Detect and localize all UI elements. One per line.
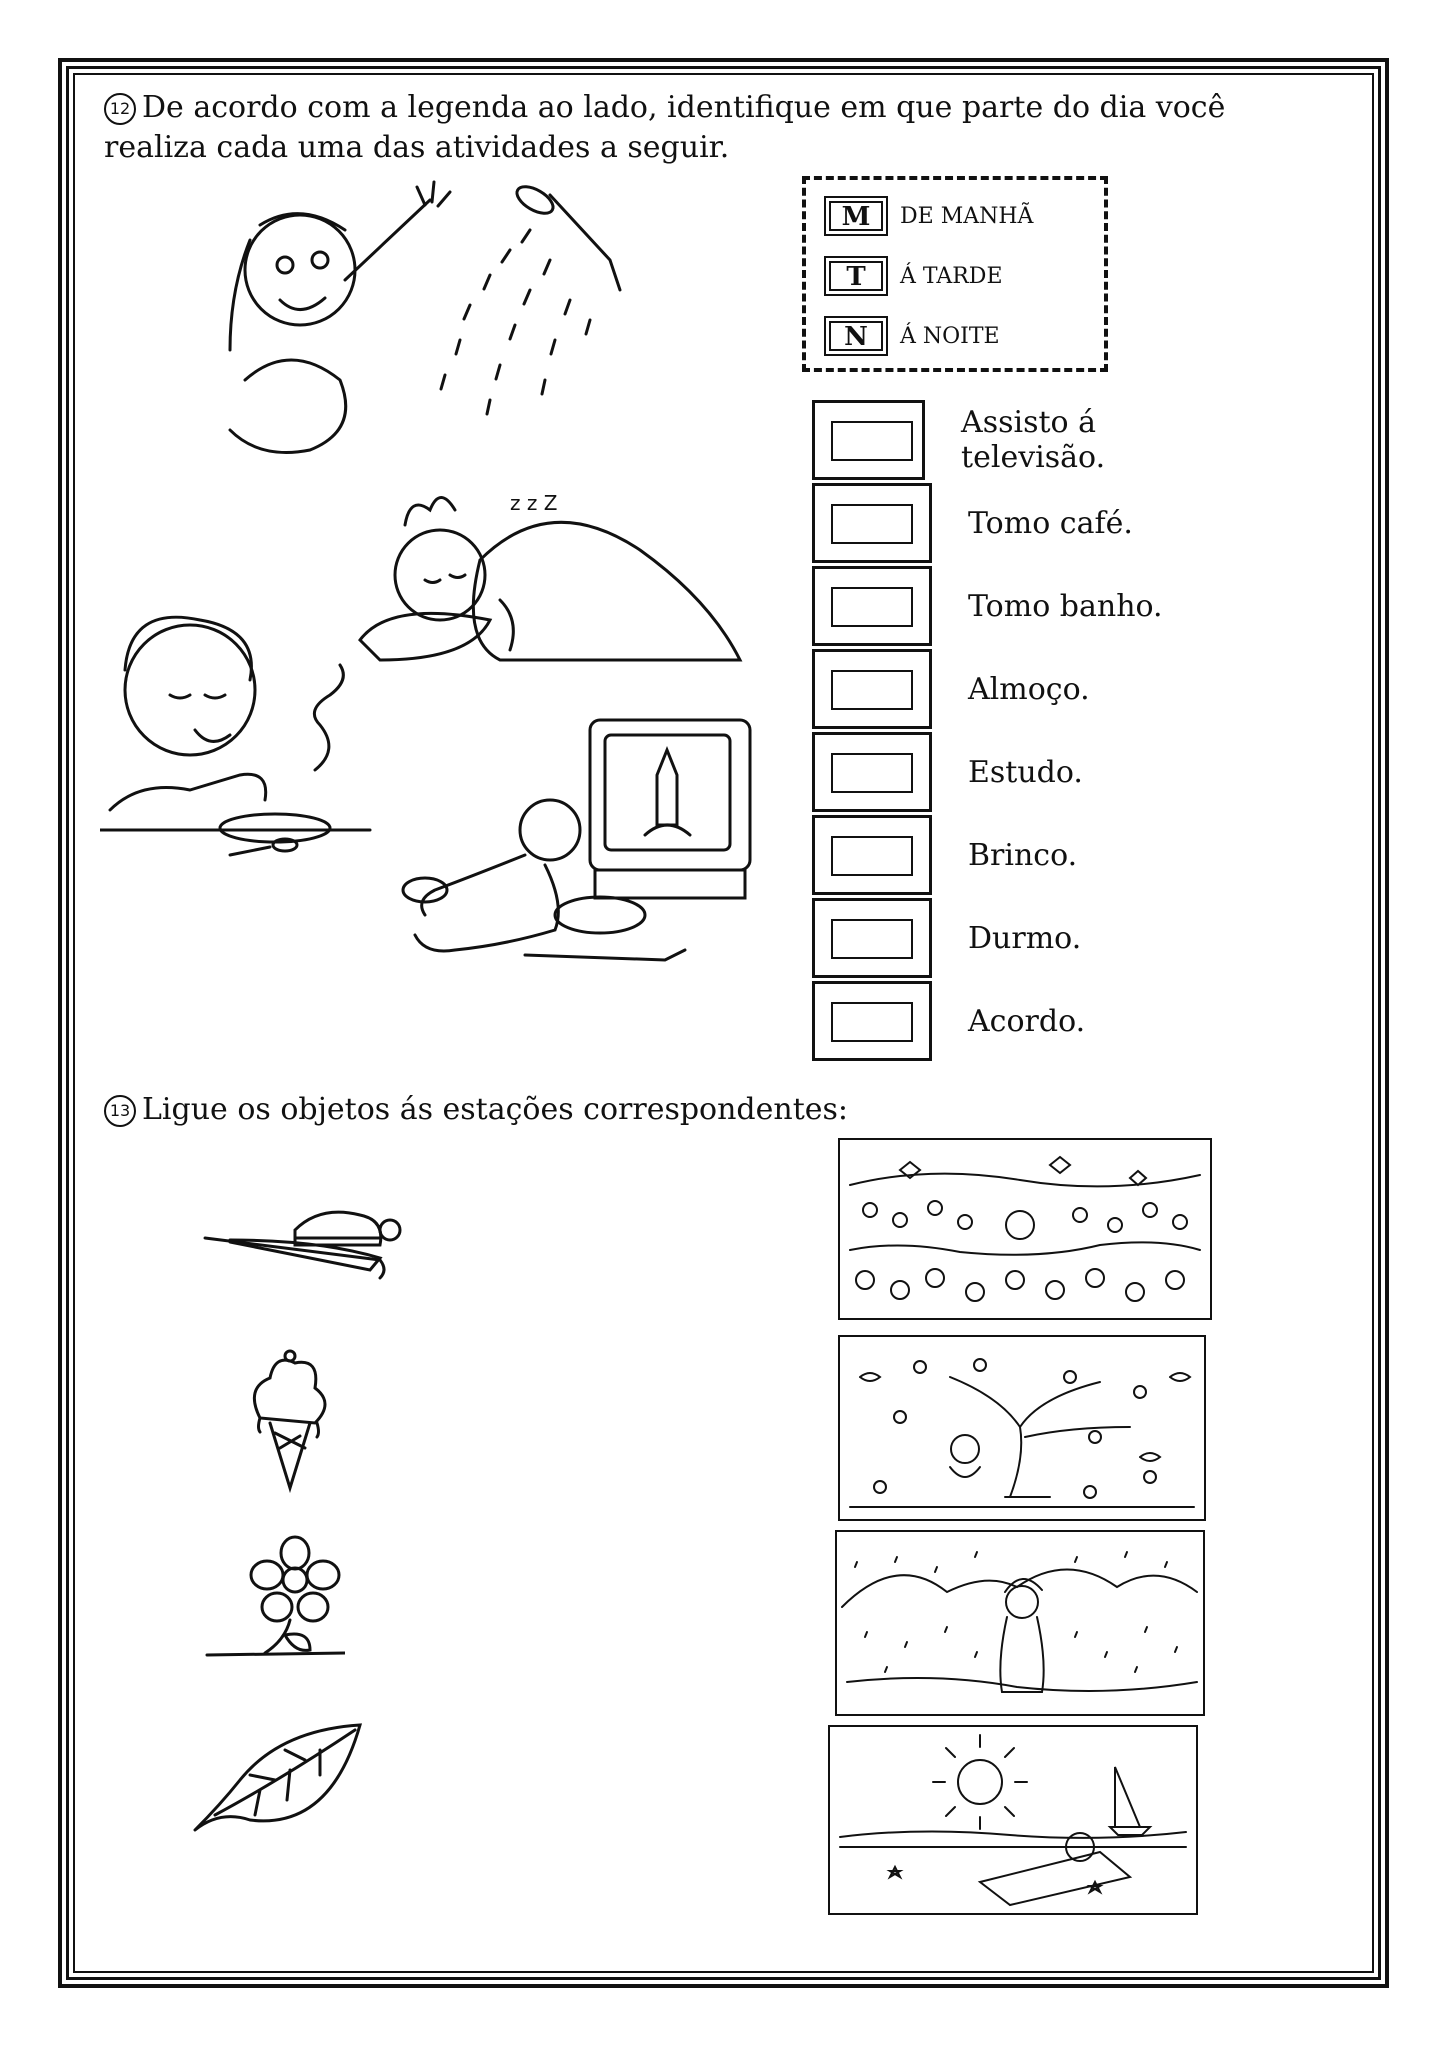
legend-code: T xyxy=(829,261,883,291)
legend-code: M xyxy=(829,201,883,231)
question-13 xyxy=(104,1090,904,1130)
legend-code-box xyxy=(824,196,888,236)
winter-scene-illustration xyxy=(837,1532,1203,1714)
answer-box[interactable] xyxy=(812,649,932,729)
question-13-text: Ligue os objetos ás estações correspondentes: xyxy=(142,1092,849,1127)
umbrella-hat-icon[interactable] xyxy=(200,1200,410,1280)
answer-box[interactable] xyxy=(812,732,932,812)
activity-label: Brinco. xyxy=(968,837,1078,873)
question-12 xyxy=(104,88,1334,168)
girl-sleeping-illustration xyxy=(350,470,750,680)
activity-row xyxy=(812,649,1232,729)
ice-cream-icon[interactable] xyxy=(245,1348,335,1498)
summer-scene-illustration xyxy=(830,1727,1196,1913)
activity-row xyxy=(812,981,1232,1061)
activity-row xyxy=(812,483,1232,563)
spring-scene-illustration xyxy=(840,1140,1210,1318)
activity-row xyxy=(812,566,1232,646)
answer-box[interactable] xyxy=(812,400,925,480)
season-summer-picture[interactable] xyxy=(828,1725,1198,1915)
legend-item-night xyxy=(824,314,1000,358)
answer-box-inner[interactable] xyxy=(831,836,913,876)
season-winter-picture[interactable] xyxy=(835,1530,1205,1716)
answer-box-inner[interactable] xyxy=(831,1002,913,1042)
question-12-number: 12 xyxy=(104,93,136,125)
legend-label: DE MANHÃ xyxy=(900,203,1034,229)
answer-box-inner[interactable] xyxy=(831,421,913,461)
activity-label: Durmo. xyxy=(968,920,1082,956)
activity-label: Tomo café. xyxy=(968,505,1133,541)
answer-box-inner[interactable] xyxy=(831,753,913,793)
boy-watching-tv-illustration xyxy=(395,715,765,985)
legend-code: N xyxy=(829,321,883,351)
leaf-icon[interactable] xyxy=(190,1720,370,1840)
answer-box[interactable] xyxy=(812,483,932,563)
answer-box-inner[interactable] xyxy=(831,504,913,544)
legend-code-box xyxy=(824,316,888,356)
season-autumn-picture[interactable] xyxy=(838,1335,1206,1521)
legend-box xyxy=(802,176,1108,372)
answer-box[interactable] xyxy=(812,815,932,895)
activity-row xyxy=(812,898,1232,978)
question-13-number: 13 xyxy=(104,1095,136,1127)
legend-label: Á TARDE xyxy=(900,263,1003,289)
boy-eating-illustration xyxy=(100,600,380,870)
activity-label: Estudo. xyxy=(968,754,1083,790)
flower-icon[interactable] xyxy=(205,1535,345,1665)
girl-shower-illustration xyxy=(170,180,640,470)
legend-item-morning xyxy=(824,194,1033,238)
activity-label: Acordo. xyxy=(968,1003,1086,1039)
activity-row xyxy=(812,400,1232,480)
activity-label: Almoço. xyxy=(968,671,1090,707)
season-spring-picture[interactable] xyxy=(838,1138,1212,1320)
answer-box-inner[interactable] xyxy=(831,919,913,959)
activity-label: Assisto á televisão. xyxy=(961,405,1106,475)
activity-row xyxy=(812,732,1232,812)
activity-row xyxy=(812,815,1232,895)
autumn-scene-illustration xyxy=(840,1337,1204,1519)
answer-box-inner[interactable] xyxy=(831,587,913,627)
answer-box-inner[interactable] xyxy=(831,670,913,710)
answer-box[interactable] xyxy=(812,566,932,646)
legend-label: Á NOITE xyxy=(900,323,1000,349)
answer-box[interactable] xyxy=(812,981,932,1061)
answer-box[interactable] xyxy=(812,898,932,978)
activity-label: Tomo banho. xyxy=(968,588,1163,624)
question-12-text: De acordo com a legenda ao lado, identifique em que parte do dia você realiza cada uma das atividades a seguir. xyxy=(104,90,1226,165)
svg-text:z z Z: z z Z xyxy=(510,491,558,515)
legend-code-box xyxy=(824,256,888,296)
legend-item-afternoon xyxy=(824,254,1003,298)
